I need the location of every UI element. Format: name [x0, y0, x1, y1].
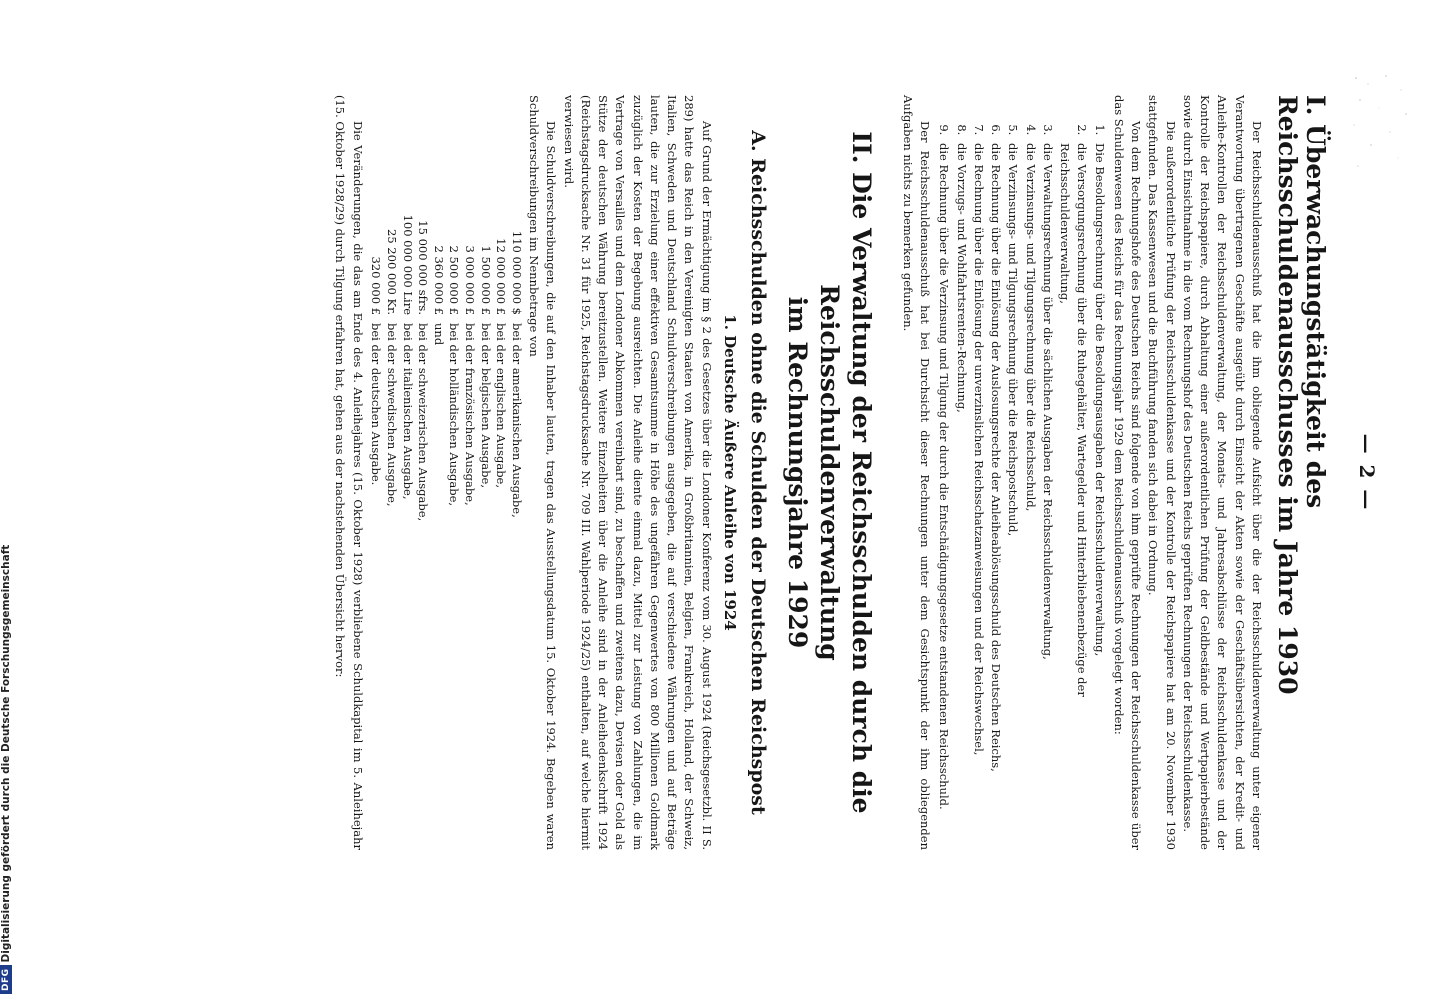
- bond-description: und: [431, 323, 446, 346]
- bond-description: bei der englischen Ausgabe,: [494, 323, 509, 489]
- bond-row: [368, 195, 384, 850]
- audited-accounts-list: [935, 95, 1108, 850]
- section-2-title-line-1: II. Die Verwaltung der Reichsschulden durch die Reichsschuldenverwaltung: [814, 131, 876, 814]
- bond-row: [430, 195, 446, 850]
- bond-row: [508, 195, 524, 850]
- section-1-paragraph-1: Der Reichsschuldenausschuß hat die ihm obliegende Aufsicht über die der Reichsschuldenverwaltung unter eigener Verantwortung übertragenen Geschäfte ausgeübt durch Einsicht der Akten sowie der Geschäftsübersichten, der Kredit- und Anleihe-Kontrollen der Reichsschuldenverwaltung, der Monats- und Jahresabschlüsse der Reichsschuldenkasse und der Kontrolle der Reichspapiere, durch Abhaltung einer außerordentlichen Prüfung der Geldbestände und Wertpapierbestände sowie durch Einsichtnahme in die vom Rechnungshof des Deutschen Reichs geprüften Rechnungen der Reichsschuldenkasse.: [1181, 95, 1264, 850]
- bond-description: bei der holländischen Ausgabe,: [447, 323, 462, 507]
- section-2-paragraph-2: Die Schuldverschreibungen, die auf den Inhaber lauten, tragen das Ausstellungsdatum 15. Oktober 1924. Begeben waren Schuldverschreibungen im Nennbetrage von: [527, 95, 559, 850]
- list-item: 5. die Verzinsungs- und Tilgungsrechnung über die Reichspostschuld,: [1004, 139, 1021, 850]
- bond-description: bei der amerikanischen Ausgabe,: [510, 323, 524, 518]
- subsection-1-title: 1. Deutsche Äußere Anleihe von 1924: [720, 314, 739, 631]
- bond-amount: 110 000 000 $: [510, 230, 524, 315]
- list-item: 7. die Rechnung über die Einlösung der unverzinslichen Reichsschatzanweisungen und der Reichswechsel,: [970, 139, 987, 850]
- bond-amount: 12 000 000 £: [494, 238, 509, 315]
- section-2-title-line-2: im Rechnungsjahre 1929: [782, 296, 812, 649]
- bond-row: [477, 195, 493, 850]
- bond-issue-list: [368, 195, 524, 850]
- bond-description: bei der schweizerischen Ausgabe,: [416, 323, 431, 522]
- section-1-paragraph-4: Der Reichsschuldenausschuß hat bei Durchsicht dieser Rechnungen unter dem Gesichtspunkt der ihm obliegenden Aufgaben nichts zu bemerken gefunden.: [901, 95, 933, 850]
- list-item: 1. Die Besoldungsrechnung über die Besoldungsausgaben der Reichsschuldenverwaltung,: [1091, 139, 1108, 850]
- list-item: 8. die Vorzugs- und Wohlfahrtsrenten-Rechnung,: [953, 139, 970, 850]
- section-2-paragraph-3: Die Veränderungen, die das am Ende des 4. Anleihejahres (15. Oktober 1928) verbliebene Schuldkapital im 5. Anleihejahr (15. Oktober 1928/29) durch Tilgung erfahren hat, gehen aus der nachstehenden Übersicht hervor:: [333, 95, 365, 850]
- bond-row: [415, 195, 431, 850]
- bond-amount: 100 000 000 Lire: [400, 214, 415, 315]
- list-item: 3. die Verwaltungsrechnung über die sächlichen Ausgaben der Reichsschuldenverwaltung,: [1039, 139, 1056, 850]
- bond-row: [399, 195, 415, 850]
- funding-footer: [0, 545, 12, 1000]
- subsection-a-title: A. Reichsschulden ohne die Schulden der Deutschen Reichspost: [746, 130, 769, 815]
- section-1-paragraph-2: Die außerordentliche Prüfung der Reichsschuldenkasse und der Kontrolle der Reichspapiere hat am 20. November 1930 stattgefunden. Das Kassenwesen und die Buchführung fanden sich dabei in Ordnung.: [1146, 95, 1178, 850]
- bond-amount: 320 000 £: [369, 256, 384, 315]
- bond-description: bei der italienischen Ausgabe,: [400, 323, 415, 500]
- section-1-paragraph-3: Von dem Rechnungshofe des Deutschen Reichs sind folgende von ihm geprüfte Rechnungen der Reichsschuldenkasse über das Schuldenwesen des Reichs für das Rechnungsjahr 1929 dem Reichsschuldenausschuß vorgelegt worden:: [1112, 95, 1144, 850]
- section-2: [331, 95, 877, 850]
- page-number: — 2 —: [1355, 433, 1379, 512]
- bond-row: [383, 195, 399, 850]
- list-item: 6. die Rechnung über die Einlösung der Auslosungsrechte der Anleiheablösungsschuld des Deutschen Reichs,: [987, 139, 1004, 850]
- section-1: [899, 95, 1329, 850]
- bond-amount: 25 200 000 Kr.: [385, 229, 399, 315]
- list-item: 4. die Verzinsungs- und Tilgungsrechnung über die Reichsschuld,: [1022, 139, 1039, 850]
- bond-row: [493, 195, 509, 850]
- bond-description: bei der belgischen Ausgabe,: [478, 323, 493, 488]
- bond-amount: 15 000 000 sfrs.: [416, 220, 431, 315]
- bond-amount: 1 500 000 £: [478, 245, 493, 315]
- bond-amount: 2 500 000 £: [447, 245, 462, 315]
- funding-note: Digitalisierung gefördert durch die Deutsche Forschungsgemeinschaft: [0, 544, 12, 963]
- bond-amount: 3 000 000 £: [463, 245, 478, 315]
- section-2-paragraph-1: Auf Grund der Ermächtigung im § 2 des Gesetzes über die Londoner Konferenz vom 30. August 1924 (Reichsgesetzbl. II S. 289) hatte das Reich in den Vereinigten Staaten von Amerika, in Großbritannien, Belgien, Frankreich, Holland, der Schweiz, Italien, Schweden und Deutschland Schuldverschreibungen ausgegeben, die auf verschiedene Währungen und auf Beträge lauten, die zur Erzielung einer effektiven Gesamtsumme in Höhe des ungefähren Gegenwertes von 800 Millionen Goldmark zuzüglich der Kosten der Begebung ausreichten. Die Anleihe diente einmal dazu, Mittel zur Leistung von Zahlungen, die im Vertrage von Versailles und dem Londoner Abkommen vereinbart sind, zu beschaffen und zweitens dazu, Devisen oder Gold als Stütze der deutschen Währung bereitzustellen. Weitere Einzelheiten über die Anleihe sind in der Anleihedenkschrift 1924 (Reichstagsdrucksache Nr. 31 für 1925, Reichstagsdrucksache Nr. 709 III. Wahlperiode 1924/25) enthalten, auf welche hiermit verwiesen wird.: [561, 95, 714, 850]
- section-2-title: [781, 95, 877, 850]
- bond-row: [446, 195, 462, 850]
- list-item: 2. die Versorgungsrechnung über die Ruhegehälter, Wartegelder und Hinterbliebenenbezüge der Reichsschuldenverwaltung,: [1056, 139, 1091, 850]
- bond-description: bei der deutschen Ausgabe.: [369, 323, 384, 486]
- bond-row: [462, 195, 478, 850]
- bond-description: bei der schwedischen Ausgabe,: [385, 323, 399, 507]
- list-item: 9. die Rechnung über die Verzinsung und Tilgung der durch die Entschädigungsgesetze entstandenen Reichsschuld.: [935, 139, 952, 850]
- bond-amount: 2 360 000 £: [431, 245, 446, 315]
- dfg-logo: DFG: [0, 965, 12, 994]
- bond-description: bei der französischen Ausgabe,: [463, 323, 478, 506]
- section-1-title: I. Überwachungstätigkeit des Reichsschuldenausschusses im Jahre 1930: [1273, 95, 1330, 695]
